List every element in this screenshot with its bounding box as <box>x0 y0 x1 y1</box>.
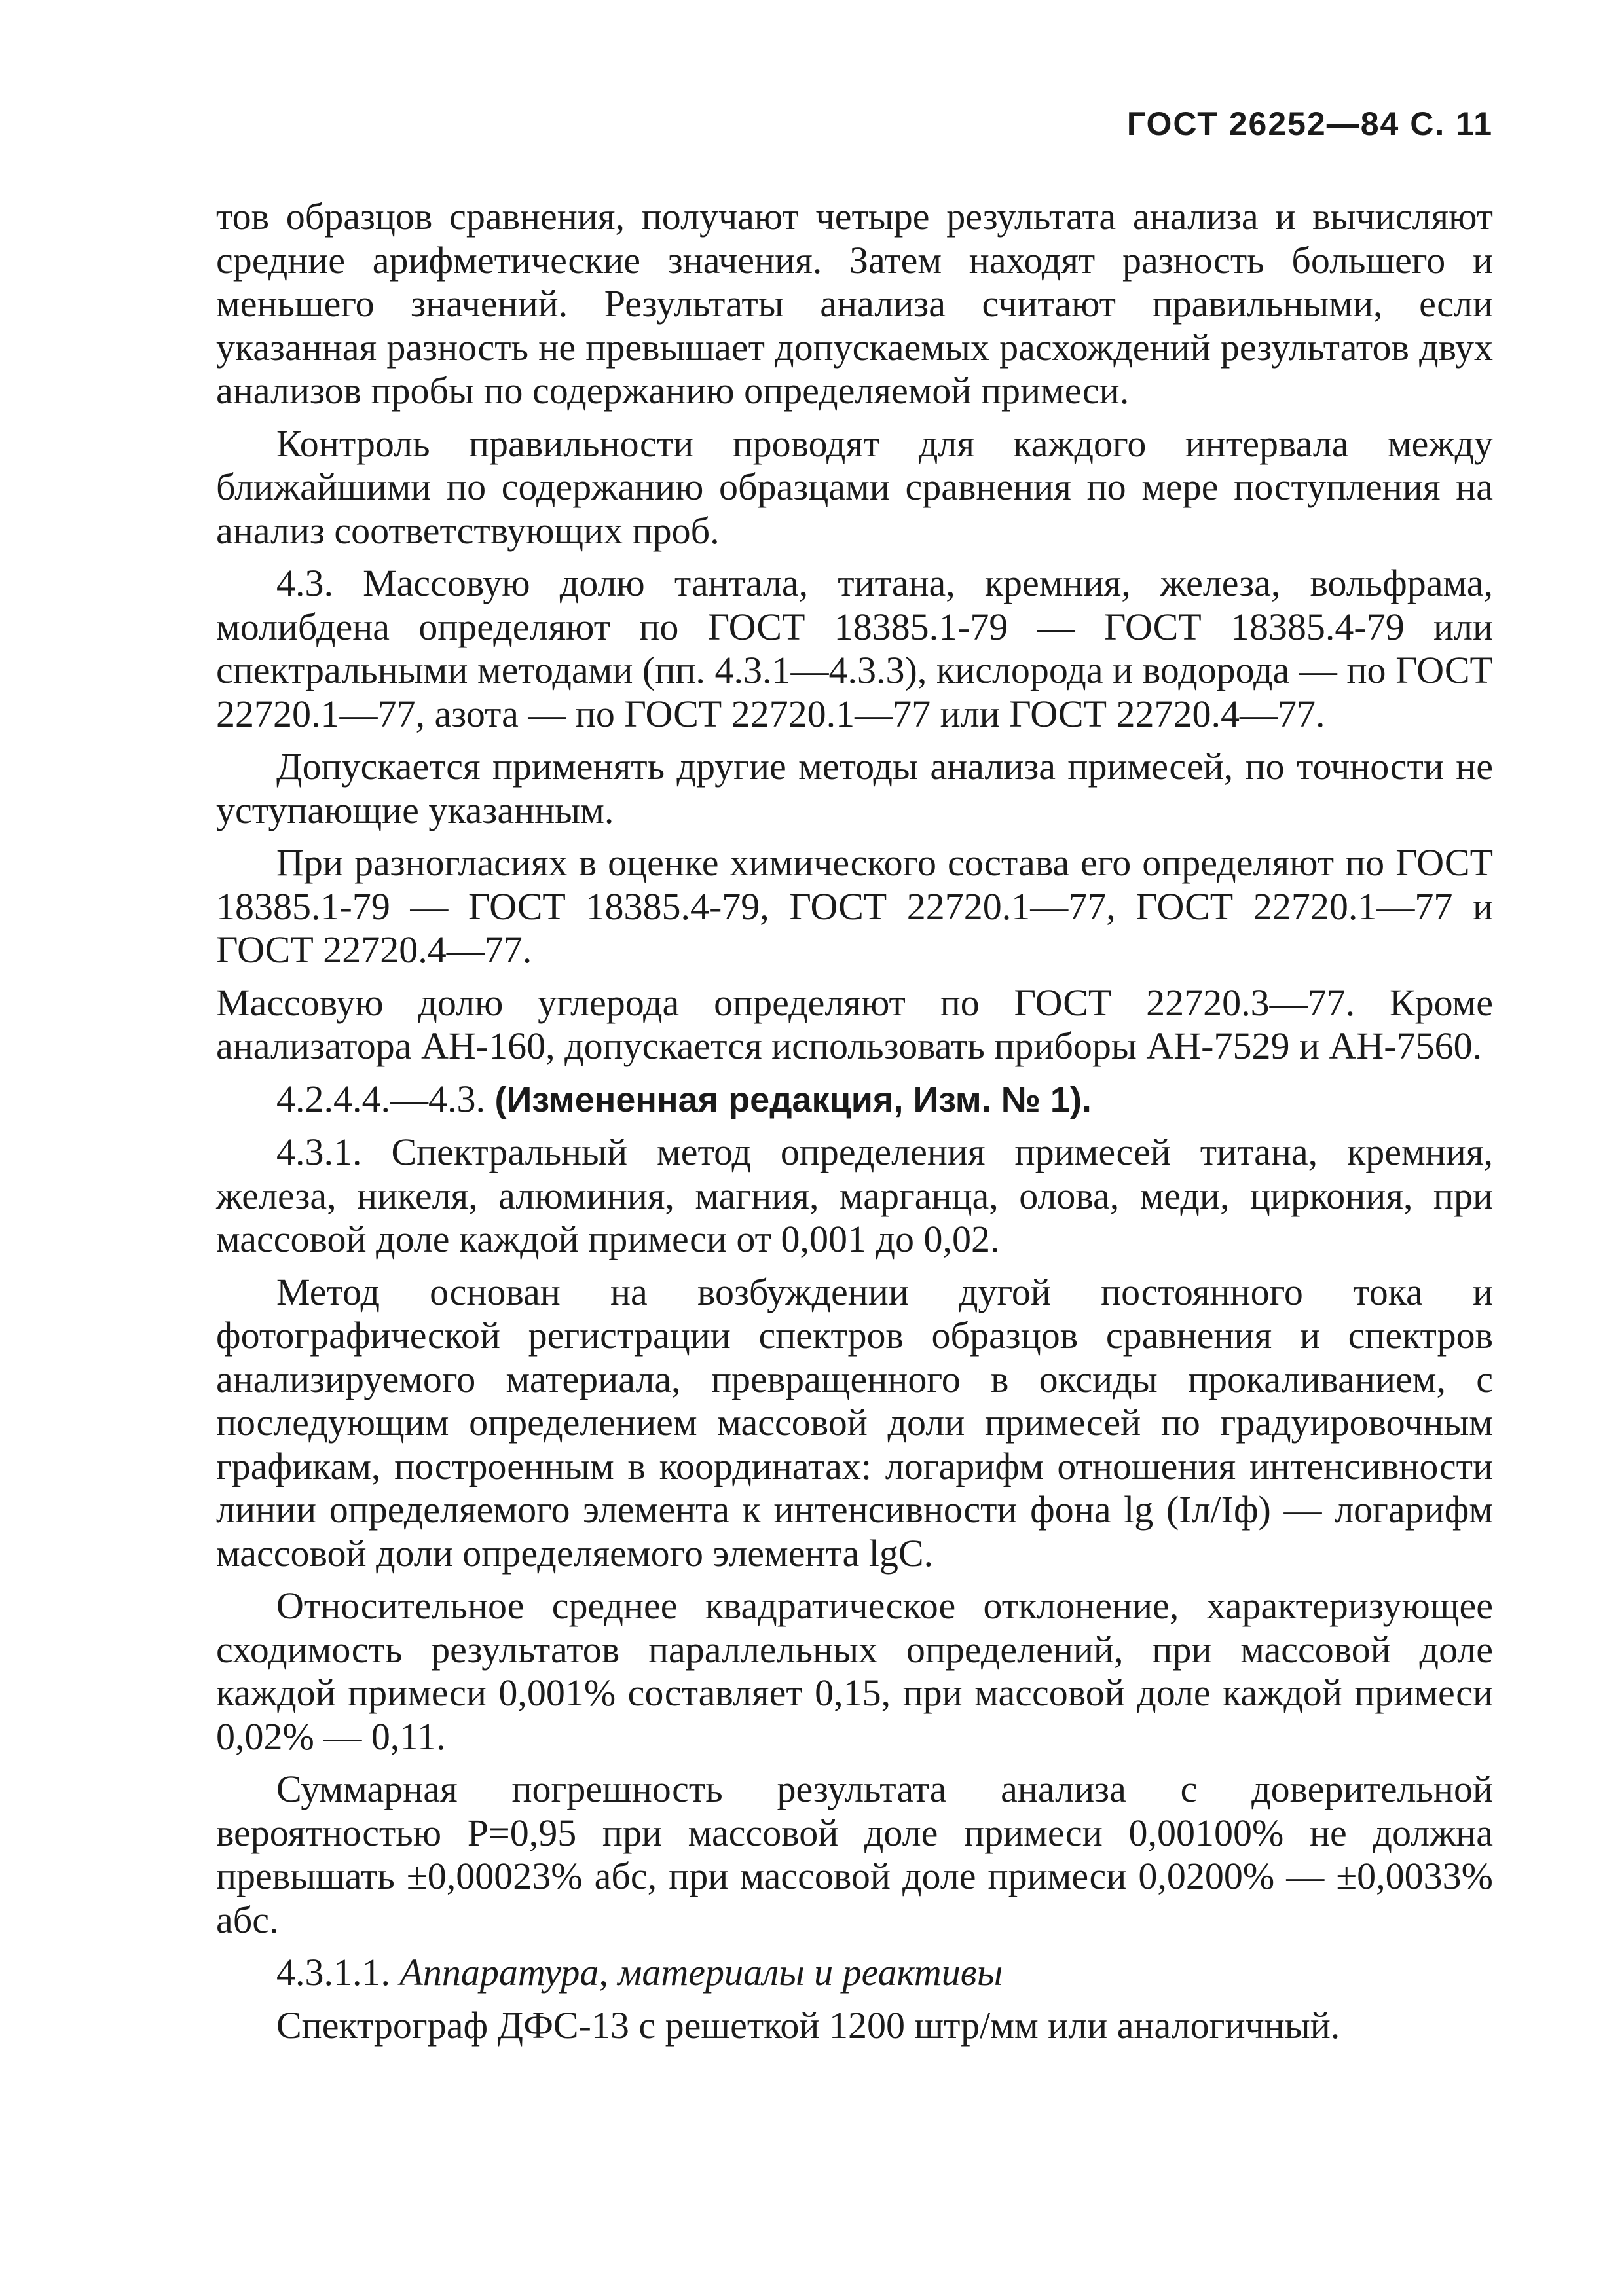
paragraph-4-3: 4.3. Массовую долю тантала, титана, кремния, железа, вольфрама, молибдена определяют по ГОСТ 18385.1-79 — ГОСТ 18385.4-79 или спектральными методами (пп. 4.3.1—4.3.3), кислорода и водорода — по ГОСТ 22720.1—77, азота — по ГОСТ 22720.1—77 или ГОСТ 22720.4—77. <box>216 562 1493 735</box>
document-body <box>216 195 1493 2056</box>
paragraph-error: Суммарная погрешность результата анализа с доверительной вероятностью P=0,95 при массовой доле примеси 0,00100% не должна превышать ±0,00023% абс, при массовой доле примеси 0,0200% — ±0,0033% абс. <box>216 1768 1493 1941</box>
paragraph-4-3-1-1 <box>216 1951 1493 1995</box>
paragraph-4-3-1: 4.3.1. Спектральный метод определения примесей титана, кремния, железа, никеля, алюминия, магния, марганца, олова, меди, циркония, при массовой доле каждой примеси от 0,001 до 0,02. <box>216 1131 1493 1260</box>
section-title: Аппаратура, материалы и реактивы <box>399 1951 1003 1994</box>
paragraph-method: Метод основан на возбуждении дугой постоянного тока и фотографической регистрации спектров образцов сравнения и спектров анализируемого материала, превращенного в оксиды прокаливанием, с последующим определением массовой доли примесей по градуировочным графикам, построенным в координатах: логарифм отношения интенсивности линии определяемого элемента к интенсивности фона lg (Iл/Iф) — логарифм массовой доли определяемого элемента lgC. <box>216 1270 1493 1575</box>
section-number: 4.3.1.1. <box>276 1951 400 1994</box>
paragraph-carbon: Массовую долю углерода определяют по ГОСТ 22720.3—77. Кроме анализатора АН-160, допускается использовать приборы АН-7529 и АН-7560. <box>216 981 1493 1067</box>
paragraph-control: Контроль правильности проводят для каждого интервала между ближайшими по содержанию образцами сравнения по мере поступления на анализ соответствующих проб. <box>216 422 1493 552</box>
paragraph-spectrograph: Спектрограф ДФС-13 с решеткой 1200 штр/мм или аналогичный. <box>276 2003 1340 2047</box>
amendment-note: (Измененная редакция, Изм. № 1). <box>494 1080 1092 1120</box>
paragraph-continuation: тов образцов сравнения, получают четыре результата анализа и вычисляют средние арифметические значения. Затем находят разность большего и меньшего значений. Результаты анализа считают правильными, если указанная разность не превышает допускаемых расхождений результатов двух анализов пробы по содержанию определяемой примеси. <box>216 195 1493 412</box>
running-header: ГОСТ 26252—84 С. 11 <box>1126 105 1493 142</box>
paragraph-amendment <box>216 1078 1493 1122</box>
paragraph-deviation: Относительное среднее квадратическое отклонение, характеризующее сходимость результатов параллельных определений, при массовой доле каждой примеси 0,001% составляет 0,15, при массовой доле каждой примеси 0,02% — 0,11. <box>216 1584 1493 1758</box>
amendment-ref: 4.2.4.4.—4.3. <box>276 1077 495 1120</box>
paragraph-disagreements: При разногласиях в оценке химического состава его определяют по ГОСТ 18385.1-79 — ГОСТ 18385.4-79, ГОСТ 22720.1—77, ГОСТ 22720.1—77 и ГОСТ 22720.4—77. <box>216 841 1493 971</box>
paragraph-other-methods: Допускается применять другие методы анализа примесей, по точности не уступающие указанным. <box>216 745 1493 831</box>
